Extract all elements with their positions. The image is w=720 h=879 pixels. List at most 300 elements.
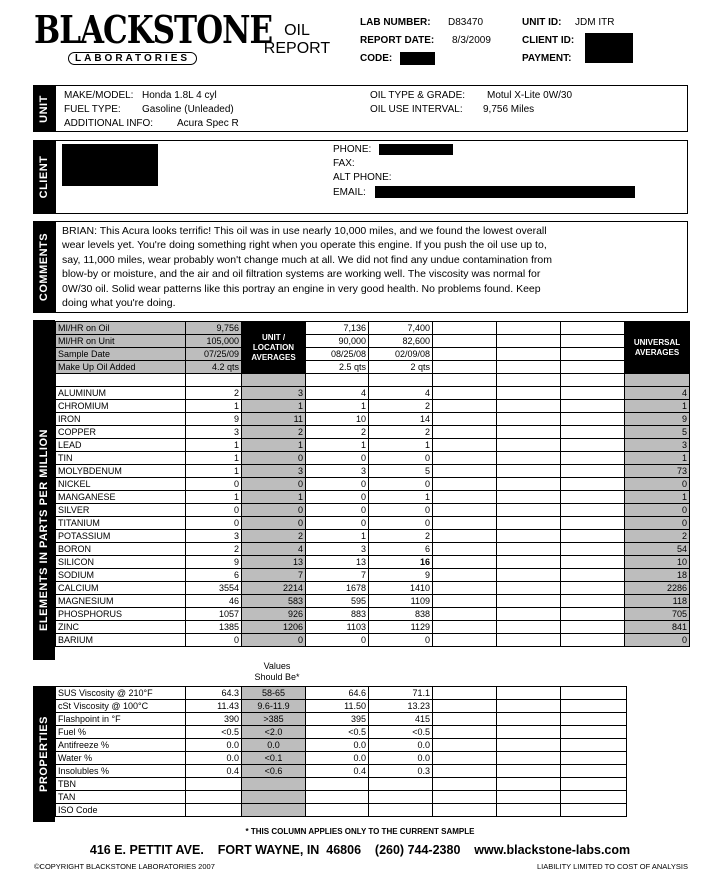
info-sample-2: 7,400 (369, 322, 433, 335)
info-current: 9,756 (186, 322, 242, 335)
element-universal-average: 18 (625, 569, 690, 582)
property-should-be: <0.1 (242, 752, 306, 765)
property-empty (561, 726, 627, 739)
report-title-line2: REPORT (263, 40, 331, 57)
spacer-cell (306, 374, 369, 387)
property-empty (497, 804, 561, 817)
property-empty (497, 700, 561, 713)
element-row (56, 465, 690, 478)
report-date-label: REPORT DATE: (360, 35, 435, 46)
element-empty (433, 595, 497, 608)
element-unit-average: 2214 (242, 582, 306, 595)
make-model-label: MAKE/MODEL: (64, 90, 134, 101)
element-empty (497, 478, 561, 491)
comments-section-title: COMMENTS (38, 232, 50, 302)
unit-averages-header: UNIT / LOCATION AVERAGES (242, 322, 306, 374)
element-universal-average: 2286 (625, 582, 690, 595)
property-row (56, 791, 627, 804)
element-empty (497, 491, 561, 504)
element-empty (561, 439, 625, 452)
properties-table (55, 686, 627, 817)
info-sample-2: 2 qts (369, 361, 433, 374)
element-row (56, 400, 690, 413)
info-label: Sample Date (56, 348, 186, 361)
element-unit-average: 11 (242, 413, 306, 426)
values-should-be-line1: Values (263, 661, 291, 671)
element-sample-1: 1 (306, 439, 369, 452)
fuel-type: Gasoline (Unleaded) (142, 104, 234, 115)
element-sample-1: 883 (306, 608, 369, 621)
info-sample-2: 02/09/08 (369, 348, 433, 361)
element-label: ZINC (56, 621, 186, 634)
property-sample-1 (306, 791, 369, 804)
element-sample-2: 2 (369, 530, 433, 543)
client-id-redacted (585, 33, 633, 63)
info-sample-2: 82,600 (369, 335, 433, 348)
code-redacted (400, 52, 435, 65)
element-sample-1: 3 (306, 543, 369, 556)
element-current: 1057 (186, 608, 242, 621)
property-current (186, 804, 242, 817)
comment-line: 0W/30 oil. Solid wear patterns like this portray an engine in very good health. No problems found. Keep (62, 282, 541, 295)
element-label: MOLYBDENUM (56, 465, 186, 478)
spacer-cell (186, 374, 242, 387)
element-empty (561, 530, 625, 543)
spacer-cell (561, 374, 625, 387)
element-row (56, 595, 690, 608)
property-current: 390 (186, 713, 242, 726)
element-universal-average: 1 (625, 400, 690, 413)
element-unit-average: 0 (242, 504, 306, 517)
element-current: 46 (186, 595, 242, 608)
comment-line: doing what you're doing. (62, 297, 176, 310)
element-label: SILVER (56, 504, 186, 517)
element-empty (497, 452, 561, 465)
element-empty (561, 504, 625, 517)
info-current: 4.2 qts (186, 361, 242, 374)
element-sample-2: 0 (369, 504, 433, 517)
element-empty (561, 400, 625, 413)
element-label: CALCIUM (56, 582, 186, 595)
element-label: TITANIUM (56, 517, 186, 530)
element-row (56, 478, 690, 491)
property-empty (561, 778, 627, 791)
phone-label: PHONE: (333, 144, 372, 155)
property-sample-1 (306, 804, 369, 817)
property-sample-2: 71.1 (369, 687, 433, 700)
element-empty (497, 400, 561, 413)
element-empty (433, 530, 497, 543)
logo-sub: LABORATORIES (68, 52, 197, 65)
info-label: MI/HR on Oil (56, 322, 186, 335)
property-label: Fuel % (56, 726, 186, 739)
element-empty (433, 426, 497, 439)
property-row (56, 804, 627, 817)
element-unit-average: 2 (242, 530, 306, 543)
client-id-label: CLIENT ID: (522, 35, 575, 46)
element-sample-1: 7 (306, 569, 369, 582)
property-should-be: 0.0 (242, 739, 306, 752)
unit-section-tab (33, 85, 55, 132)
comments-section-tab (33, 221, 55, 313)
elements-table (55, 321, 690, 647)
property-empty (497, 765, 561, 778)
property-label: Water % (56, 752, 186, 765)
element-sample-2: 1 (369, 439, 433, 452)
element-unit-average: 1 (242, 439, 306, 452)
phone-redacted (379, 144, 453, 155)
element-universal-average: 1 (625, 491, 690, 504)
info-empty (497, 361, 561, 374)
elements-section-tab (33, 320, 55, 660)
property-empty (497, 778, 561, 791)
property-empty (497, 726, 561, 739)
element-label: COPPER (56, 426, 186, 439)
property-empty (433, 765, 497, 778)
element-unit-average: 3 (242, 387, 306, 400)
element-universal-average: 0 (625, 634, 690, 647)
element-unit-average: 2 (242, 426, 306, 439)
element-sample-1: 2 (306, 426, 369, 439)
property-label: TBN (56, 778, 186, 791)
element-universal-average: 0 (625, 478, 690, 491)
property-empty (561, 739, 627, 752)
property-should-be: >385 (242, 713, 306, 726)
element-empty (561, 595, 625, 608)
property-empty (433, 739, 497, 752)
element-current: 9 (186, 413, 242, 426)
footer-copyright: ©COPYRIGHT BLACKSTONE LABORATORIES 2007 (34, 862, 215, 871)
make-model: Honda 1.8L 4 cyl (142, 90, 217, 101)
info-empty (433, 361, 497, 374)
comment-line: blow-by or moisture, and the air and oil filtration systems are working well. The viscosity was normal for (62, 268, 541, 281)
element-universal-average: 705 (625, 608, 690, 621)
info-sample-1: 2.5 qts (306, 361, 369, 374)
info-label: MI/HR on Unit (56, 335, 186, 348)
property-row (56, 687, 627, 700)
element-empty (433, 439, 497, 452)
element-unit-average: 1 (242, 400, 306, 413)
email-label: EMAIL: (333, 187, 366, 198)
property-empty (433, 713, 497, 726)
info-row (56, 348, 690, 361)
property-empty (497, 739, 561, 752)
element-label: MAGNESIUM (56, 595, 186, 608)
oil-use-label: OIL USE INTERVAL: (370, 104, 463, 115)
info-row (56, 322, 690, 335)
element-universal-average: 0 (625, 517, 690, 530)
element-row (56, 387, 690, 400)
property-label: Antifreeze % (56, 739, 186, 752)
client-name-redacted (62, 144, 158, 186)
info-empty (433, 322, 497, 335)
element-row (56, 426, 690, 439)
property-current (186, 778, 242, 791)
element-empty (433, 582, 497, 595)
element-empty (497, 608, 561, 621)
element-unit-average: 3 (242, 465, 306, 478)
element-label: LEAD (56, 439, 186, 452)
property-sample-1: 64.6 (306, 687, 369, 700)
element-universal-average: 118 (625, 595, 690, 608)
element-sample-1: 4 (306, 387, 369, 400)
info-row (56, 361, 690, 374)
element-sample-1: 10 (306, 413, 369, 426)
element-empty (561, 608, 625, 621)
element-empty (497, 634, 561, 647)
property-empty (561, 713, 627, 726)
element-row (56, 452, 690, 465)
element-row (56, 556, 690, 569)
info-empty (561, 322, 625, 335)
element-empty (561, 621, 625, 634)
element-sample-2: 6 (369, 543, 433, 556)
element-empty (497, 387, 561, 400)
element-row (56, 413, 690, 426)
element-empty (433, 452, 497, 465)
property-sample-2 (369, 791, 433, 804)
element-row (56, 504, 690, 517)
element-empty (497, 621, 561, 634)
comments-text (62, 224, 552, 310)
property-empty (561, 791, 627, 804)
element-sample-2: 1129 (369, 621, 433, 634)
element-current: 9 (186, 556, 242, 569)
property-sample-1: <0.5 (306, 726, 369, 739)
property-empty (561, 687, 627, 700)
property-label: SUS Viscosity @ 210°F (56, 687, 186, 700)
oil-type: Motul X-Lite 0W/30 (487, 90, 573, 101)
element-sample-2: 0 (369, 517, 433, 530)
info-sample-1: 08/25/08 (306, 348, 369, 361)
property-sample-2: 0.3 (369, 765, 433, 778)
element-label: SODIUM (56, 569, 186, 582)
element-empty (433, 387, 497, 400)
property-row (56, 765, 627, 778)
element-current: 6 (186, 569, 242, 582)
element-empty (433, 517, 497, 530)
element-sample-2: 0 (369, 478, 433, 491)
comment-line: BRIAN: This Acura looks terrific! This oil was in use nearly 10,000 miles, and we found the lowest overall (62, 225, 547, 237)
element-unit-average: 0 (242, 452, 306, 465)
element-universal-average: 10 (625, 556, 690, 569)
element-empty (433, 556, 497, 569)
element-unit-average: 0 (242, 517, 306, 530)
element-current: 0 (186, 634, 242, 647)
element-label: CHROMIUM (56, 400, 186, 413)
element-label: IRON (56, 413, 186, 426)
element-label: BORON (56, 543, 186, 556)
element-row (56, 608, 690, 621)
element-empty (497, 413, 561, 426)
element-current: 1 (186, 452, 242, 465)
element-universal-average: 841 (625, 621, 690, 634)
element-universal-average: 9 (625, 413, 690, 426)
element-sample-1: 13 (306, 556, 369, 569)
element-label: BARIUM (56, 634, 186, 647)
element-universal-average: 73 (625, 465, 690, 478)
element-empty (433, 634, 497, 647)
spacer-cell (242, 374, 306, 387)
element-empty (433, 504, 497, 517)
element-empty (433, 478, 497, 491)
element-sample-1: 0 (306, 504, 369, 517)
property-sample-2: 13.23 (369, 700, 433, 713)
properties-section-tab (33, 686, 55, 822)
property-sample-1 (306, 778, 369, 791)
element-sample-2: 16 (369, 556, 433, 569)
element-row (56, 530, 690, 543)
element-sample-1: 0 (306, 517, 369, 530)
property-empty (433, 726, 497, 739)
oil-use: 9,756 Miles (483, 104, 535, 115)
property-current: 64.3 (186, 687, 242, 700)
spacer-row (56, 374, 690, 387)
element-empty (561, 517, 625, 530)
property-should-be: 9.6-11.9 (242, 700, 306, 713)
element-empty (561, 413, 625, 426)
property-current (186, 791, 242, 804)
element-sample-2: 0 (369, 634, 433, 647)
element-unit-average: 583 (242, 595, 306, 608)
property-should-be (242, 791, 306, 804)
property-row (56, 752, 627, 765)
lab-number: D83470 (448, 17, 484, 28)
info-empty (497, 348, 561, 361)
code-label: CODE: (360, 53, 393, 64)
element-empty (497, 569, 561, 582)
fax-label: FAX: (333, 158, 355, 169)
logo (34, 8, 273, 74)
property-empty (433, 778, 497, 791)
element-current: 2 (186, 387, 242, 400)
property-empty (497, 713, 561, 726)
element-label: POTASSIUM (56, 530, 186, 543)
additional-info-label: ADDITIONAL INFO: (64, 118, 154, 129)
report-date: 8/3/2009 (452, 35, 491, 46)
property-should-be: <0.6 (242, 765, 306, 778)
property-empty (433, 687, 497, 700)
values-should-be-header (245, 661, 309, 683)
elements-section-title: ELEMENTS IN PARTS PER MILLION (38, 429, 50, 631)
element-empty (561, 491, 625, 504)
element-unit-average: 926 (242, 608, 306, 621)
element-current: 1 (186, 439, 242, 452)
element-empty (497, 504, 561, 517)
property-empty (561, 804, 627, 817)
element-sample-2: 1109 (369, 595, 433, 608)
element-empty (433, 608, 497, 621)
element-empty (497, 543, 561, 556)
property-row (56, 778, 627, 791)
lab-number-label: LAB NUMBER: (360, 17, 431, 28)
alt-phone-label: ALT PHONE: (333, 172, 392, 183)
element-empty (497, 582, 561, 595)
element-unit-average: 0 (242, 478, 306, 491)
element-empty (561, 426, 625, 439)
property-sample-1: 0.0 (306, 752, 369, 765)
property-sample-2: <0.5 (369, 726, 433, 739)
property-empty (561, 765, 627, 778)
property-sample-1: 0.4 (306, 765, 369, 778)
element-row (56, 517, 690, 530)
element-empty (433, 465, 497, 478)
element-label: TIN (56, 452, 186, 465)
property-empty (497, 752, 561, 765)
property-sample-2: 0.0 (369, 752, 433, 765)
element-empty (561, 387, 625, 400)
client-section-title: CLIENT (38, 155, 50, 199)
info-empty (561, 348, 625, 361)
fuel-type-label: FUEL TYPE: (64, 104, 121, 115)
element-unit-average: 1 (242, 491, 306, 504)
logo-main: BLACKSTONE (34, 8, 273, 53)
property-sample-2: 0.0 (369, 739, 433, 752)
element-sample-2: 838 (369, 608, 433, 621)
element-unit-average: 0 (242, 634, 306, 647)
element-empty (561, 582, 625, 595)
unit-id: JDM ITR (575, 17, 615, 28)
element-sample-1: 1 (306, 400, 369, 413)
element-empty (433, 569, 497, 582)
element-current: 3 (186, 530, 242, 543)
element-sample-1: 595 (306, 595, 369, 608)
info-empty (561, 335, 625, 348)
element-universal-average: 54 (625, 543, 690, 556)
element-sample-2: 5 (369, 465, 433, 478)
element-empty (561, 569, 625, 582)
element-empty (497, 530, 561, 543)
element-empty (433, 543, 497, 556)
comment-line: wear levels yet. You're doing something right when you operate this engine. If you push the oil use up to, (62, 239, 547, 252)
spacer-cell (56, 374, 186, 387)
element-sample-1: 3 (306, 465, 369, 478)
info-current: 07/25/09 (186, 348, 242, 361)
element-empty (497, 439, 561, 452)
property-label: Insolubles % (56, 765, 186, 778)
element-unit-average: 4 (242, 543, 306, 556)
element-row (56, 439, 690, 452)
element-empty (497, 426, 561, 439)
element-sample-1: 0 (306, 491, 369, 504)
element-empty (561, 465, 625, 478)
element-current: 0 (186, 517, 242, 530)
spacer-cell (625, 374, 690, 387)
property-empty (433, 804, 497, 817)
property-current: <0.5 (186, 726, 242, 739)
element-sample-1: 0 (306, 478, 369, 491)
universal-averages-header: UNIVERSAL AVERAGES (625, 322, 690, 374)
property-empty (433, 752, 497, 765)
footer-address: 416 E. PETTIT AVE. FORT WAYNE, IN 46806 (260) 744-2380 www.blackstone-labs.com (89, 843, 631, 857)
element-sample-2: 1410 (369, 582, 433, 595)
element-sample-1: 0 (306, 452, 369, 465)
element-sample-2: 1 (369, 491, 433, 504)
element-row (56, 634, 690, 647)
element-label: MANGANESE (56, 491, 186, 504)
element-sample-2: 14 (369, 413, 433, 426)
element-universal-average: 1 (625, 452, 690, 465)
element-sample-2: 2 (369, 426, 433, 439)
unit-id-label: UNIT ID: (522, 17, 562, 28)
footer-liability: LIABILITY LIMITED TO COST OF ANALYSIS (536, 862, 688, 871)
element-current: 1 (186, 491, 242, 504)
element-sample-2: 2 (369, 400, 433, 413)
element-current: 1385 (186, 621, 242, 634)
element-row (56, 582, 690, 595)
info-row (56, 335, 690, 348)
info-sample-1: 90,000 (306, 335, 369, 348)
